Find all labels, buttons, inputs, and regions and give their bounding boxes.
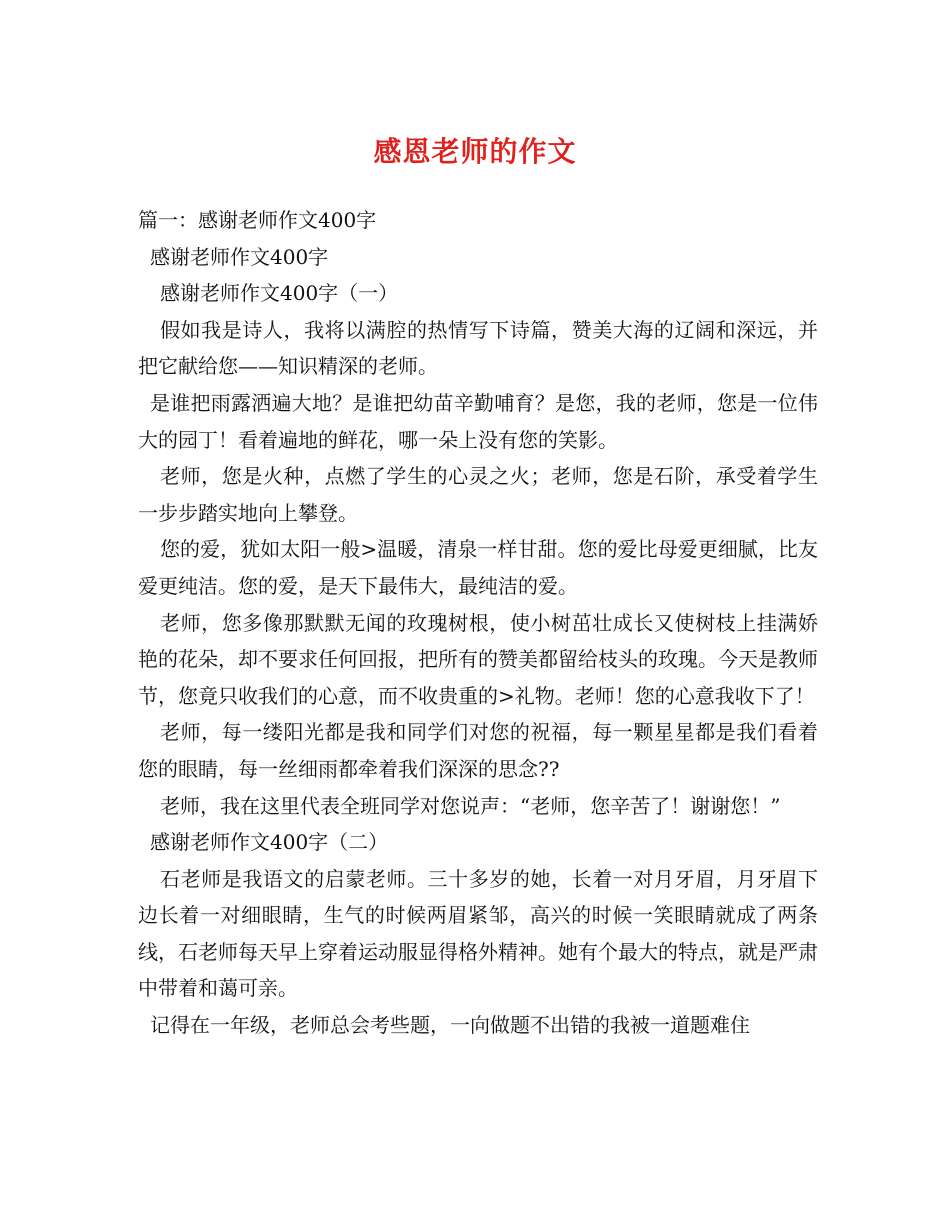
essay-subtitle: 感谢老师作文400字（二） — [150, 830, 389, 855]
paragraph: 老师，您是火种，点燃了学生的心灵之火；老师，您是石阶，承受着学生一步步踏实地向上攀登。 — [138, 464, 818, 525]
paragraph: 是谁把雨露洒遍大地？是谁把幼苗辛勤哺育？是您，我的老师，您是一位伟大的园丁！看着遍地的鲜花，哪一朵上没有您的笑影。 — [138, 390, 818, 452]
paragraph: 您的爱，犹如太阳一般>温暖，清泉一样甘甜。您的爱比母爱更细腻，比友爱更纯洁。您的爱，是天下最伟大，最纯洁的爱。 — [138, 537, 818, 598]
document-body — [138, 202, 818, 1044]
paragraph: 老师，您多像那默默无闻的玫瑰树根，使小树茁壮成长又使树枝上挂满娇艳的花朵，却不要求任何回报，把所有的赞美都留给枝头的玫瑰。今天是教师节，您竟只收我们的心意，而不收贵重的>礼物。老师！您的心意我收下了！ — [138, 610, 818, 708]
paragraph: 老师，每一缕阳光都是我和同学们对您的祝福，每一颗星星都是我们看着您的眼睛，每一丝细雨都牵着我们深深的思念?? — [138, 720, 818, 781]
document-title: 感恩老师的作文 — [373, 135, 577, 168]
paragraph: 老师，我在这里代表全班同学对您说声：“老师，您辛苦了！谢谢您！” — [160, 793, 781, 818]
paragraph: 假如我是诗人，我将以满腔的热情写下诗篇，赞美大海的辽阔和深远，并把它献给您——知识精深的老师。 — [138, 317, 818, 379]
paragraph: 石老师是我语文的启蒙老师。三十多岁的她，长着一对月牙眉，月牙眉下边长着一对细眼睛，生气的时候两眉紧邹，高兴的时候一笑眼睛就成了两条线，石老师每天早上穿着运动服显得格外精神。她有个最大的特点，就是严肃中带着和蔼可亲。 — [138, 866, 818, 1001]
section-heading: 篇一：感谢老师作文400字 — [138, 208, 377, 232]
paragraph: 记得在一年级，老师总会考些题，一向做题不出错的我被一道题难住 — [150, 1013, 750, 1038]
essay-title: 感谢老师作文400字 — [150, 244, 329, 269]
essay-subtitle: 感谢老师作文400字（一） — [160, 281, 399, 306]
